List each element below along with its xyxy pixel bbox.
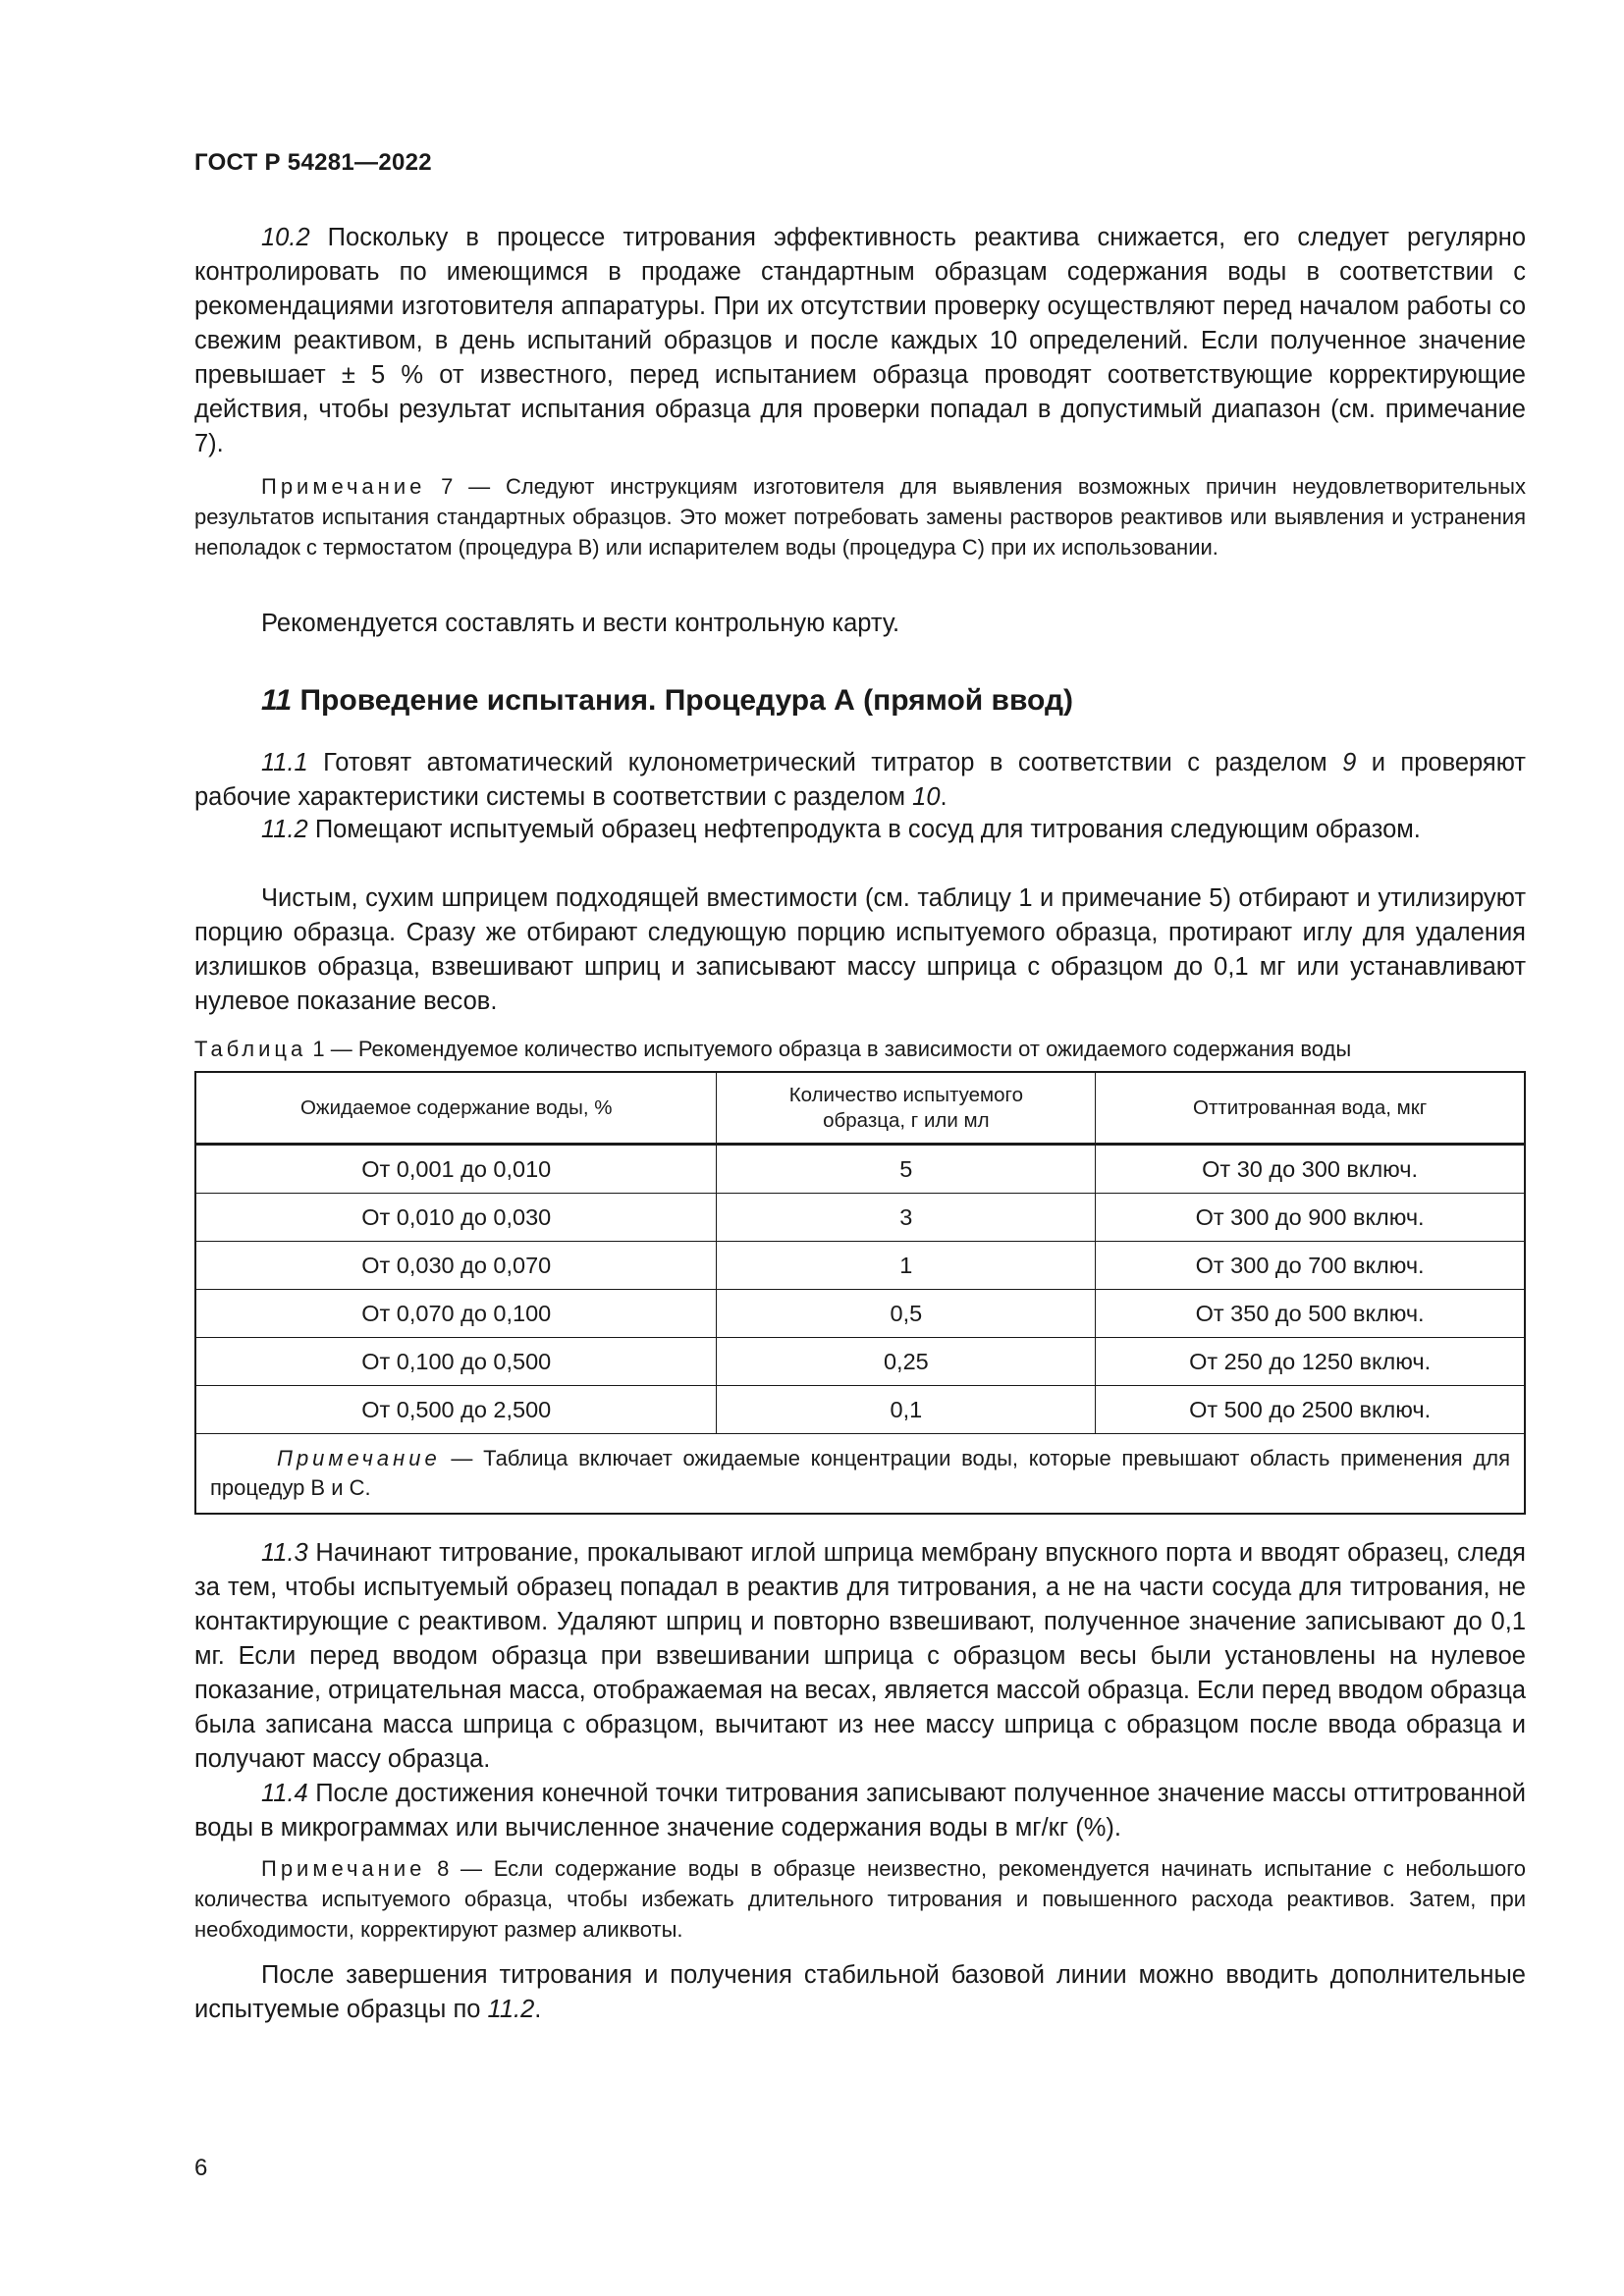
- table-cell: От 350 до 500 включ.: [1096, 1290, 1525, 1338]
- paragraph-11-1: [194, 746, 1526, 815]
- table-cell: От 250 до 1250 включ.: [1096, 1338, 1525, 1386]
- header-cell: Оттитрованная вода, мкг: [1096, 1072, 1525, 1145]
- table-row: [195, 1386, 1525, 1434]
- table-1-caption: [194, 1035, 1526, 1064]
- paragraph-text: Поскольку в процессе титрования эффективность реактива снижается, его следует регулярно контролировать по имеющимся в продаже стандартным образцам содержания воды в соответствии с рекомендациями изготовителя аппаратуры. При их отсутствии проверку осуществляют перед началом работы со свежим реактивом, в день испытаний образцов и после каждых 10 определений. Если полученное значение превышает ± 5 % от известного, перед испытанием образца проводят соответствующие корректирующие действия, чтобы результат испытания образца для проверки попадал в допустимый диапазон (см. примечание 7).: [194, 224, 1526, 457]
- table-cell: От 0,100 до 0,500: [195, 1338, 717, 1386]
- paragraph-text: Помещают испытуемый образец нефтепродукта в сосуд для титрования следующим образом.: [307, 816, 1421, 843]
- table-row: [195, 1242, 1525, 1290]
- paragraph-11-2: [194, 813, 1526, 847]
- table-row: [195, 1145, 1525, 1194]
- table-row: [195, 1194, 1525, 1242]
- paragraph-control-chart: [194, 607, 1526, 641]
- clause-reference: 11.2: [487, 1996, 535, 2023]
- table-cell: От 0,001 до 0,010: [195, 1145, 717, 1194]
- header-cell-text: Количество испытуемого образца, г или мл: [788, 1083, 1023, 1132]
- paragraph-text: .: [534, 1996, 542, 2023]
- table-cell: 0,1: [717, 1386, 1096, 1434]
- clause-number: 10.2: [261, 224, 310, 251]
- note-8: [194, 1853, 1526, 1945]
- section-11-heading: [194, 684, 1526, 718]
- note-7: [194, 471, 1526, 562]
- paragraph-10-2: [194, 221, 1526, 461]
- header-cell: [717, 1072, 1096, 1145]
- table-note: [195, 1434, 1525, 1515]
- note-text: 7 — Следуют инструкциям изготовителя для выявления возможных причин неудовлетворительных результатов испытания стандартных образцов. Это может потребовать замены растворов реактивов или выявления и устранения неполадок с термостатом (процедура B) или испарителем воды (процедура C) при их использовании.: [194, 474, 1526, 560]
- paragraph-text: После достижения конечной точки титрования записывают полученное значение массы оттитрованной воды в микрограммах или вычисленное значение содержания воды в мг/кг (%).: [194, 1780, 1526, 1842]
- table-cell: От 0,010 до 0,030: [195, 1194, 717, 1242]
- section-reference: 9: [1342, 749, 1357, 776]
- clause-number: 11.2: [261, 816, 308, 843]
- table-cell: 0,5: [717, 1290, 1096, 1338]
- clause-number: 11.4: [261, 1780, 308, 1807]
- table-cell: 0,25: [717, 1338, 1096, 1386]
- note-text: 8 — Если содержание воды в образце неизвестно, рекомендуется начинать испытание с небольшого количества испытуемого образца, чтобы избежать длительного титрования и повышенного расхода реактивов. Затем, при необходимости, корректируют размер аликвоты.: [194, 1856, 1526, 1942]
- table-header-row: [195, 1072, 1525, 1145]
- table-cell: От 30 до 300 включ.: [1096, 1145, 1525, 1194]
- paragraph-text: и проверяют рабочие характеристики системы в соответствии с разделом: [194, 749, 1526, 811]
- note-label: Примечание: [277, 1446, 441, 1470]
- table-cell: 5: [717, 1145, 1096, 1194]
- section-reference: 10: [912, 783, 941, 811]
- table-cell: 3: [717, 1194, 1096, 1242]
- document-header: ГОСТ Р 54281—2022: [194, 149, 432, 176]
- note-label: Примечание: [261, 1856, 426, 1881]
- table-cell: От 0,070 до 0,100: [195, 1290, 717, 1338]
- table-cell: От 500 до 2500 включ.: [1096, 1386, 1525, 1434]
- table-cell: От 0,030 до 0,070: [195, 1242, 717, 1290]
- paragraph-text: После завершения титрования и получения стабильной базовой линии можно вводить дополнительные испытуемые образцы по: [194, 1961, 1526, 2023]
- note-label: Примечание: [261, 474, 426, 499]
- section-title: Проведение испытания. Процедура А (прямой ввод): [292, 684, 1074, 717]
- section-number: 11: [261, 684, 293, 717]
- caption-label: Таблица: [194, 1037, 307, 1061]
- paragraph-syringe: [194, 881, 1526, 1019]
- table-cell: От 300 до 700 включ.: [1096, 1242, 1525, 1290]
- table-cell: От 0,500 до 2,500: [195, 1386, 717, 1434]
- clause-number: 11.1: [261, 749, 308, 776]
- caption-text: 1 — Рекомендуемое количество испытуемого образца в зависимости от ожидаемого содержания воды: [306, 1037, 1352, 1061]
- table-1: [194, 1071, 1526, 1515]
- paragraph-text: .: [940, 783, 947, 811]
- paragraph-final: [194, 1958, 1526, 2027]
- paragraph-text: Рекомендуется составлять и вести контрольную карту.: [261, 610, 900, 637]
- table-note-row: [195, 1434, 1525, 1515]
- table-row: [195, 1338, 1525, 1386]
- page-number: 6: [194, 2155, 208, 2181]
- paragraph-11-3: [194, 1536, 1526, 1777]
- table-row: [195, 1290, 1525, 1338]
- clause-number: 11.3: [261, 1539, 308, 1567]
- table-cell: 1: [717, 1242, 1096, 1290]
- paragraph-text: Чистым, сухим шприцем подходящей вместимости (см. таблицу 1 и примечание 5) отбирают и утилизируют порцию образца. Сразу же отбирают следующую порцию испытуемого образца, протирают иглу для удаления излишков образца, взвешивают шприц и записывают массу шприца с образцом до 0,1 мг или устанавливают нулевое показание весов.: [194, 884, 1526, 1015]
- header-cell: Ожидаемое содержание воды, %: [195, 1072, 717, 1145]
- paragraph-text: Начинают титрование, прокалывают иглой шприца мембрану впускного порта и вводят образец, следя за тем, чтобы испытуемый образец попадал в реактив для титрования, а не на части сосуда для титрования, не контактирующие с реактивом. Удаляют шприц и повторно взвешивают, полученное значение записывают до 0,1 мг. Если перед вводом образца при взвешивании шприца с образцом весы были установлены на нулевое показание, отрицательная масса, отображаемая на весах, является массой образца. Если перед вводом образца была записана масса шприца с образцом, вычитают из нее массу шприца с образцом после ввода образца и получают массу образца.: [194, 1539, 1526, 1773]
- table-cell: От 300 до 900 включ.: [1096, 1194, 1525, 1242]
- note-text: — Таблица включает ожидаемые концентрации воды, которые превышают область применения для процедур B и C.: [210, 1446, 1510, 1500]
- paragraph-11-4: [194, 1777, 1526, 1845]
- paragraph-text: Готовят автоматический кулонометрический титратор в соответствии с разделом: [307, 749, 1343, 776]
